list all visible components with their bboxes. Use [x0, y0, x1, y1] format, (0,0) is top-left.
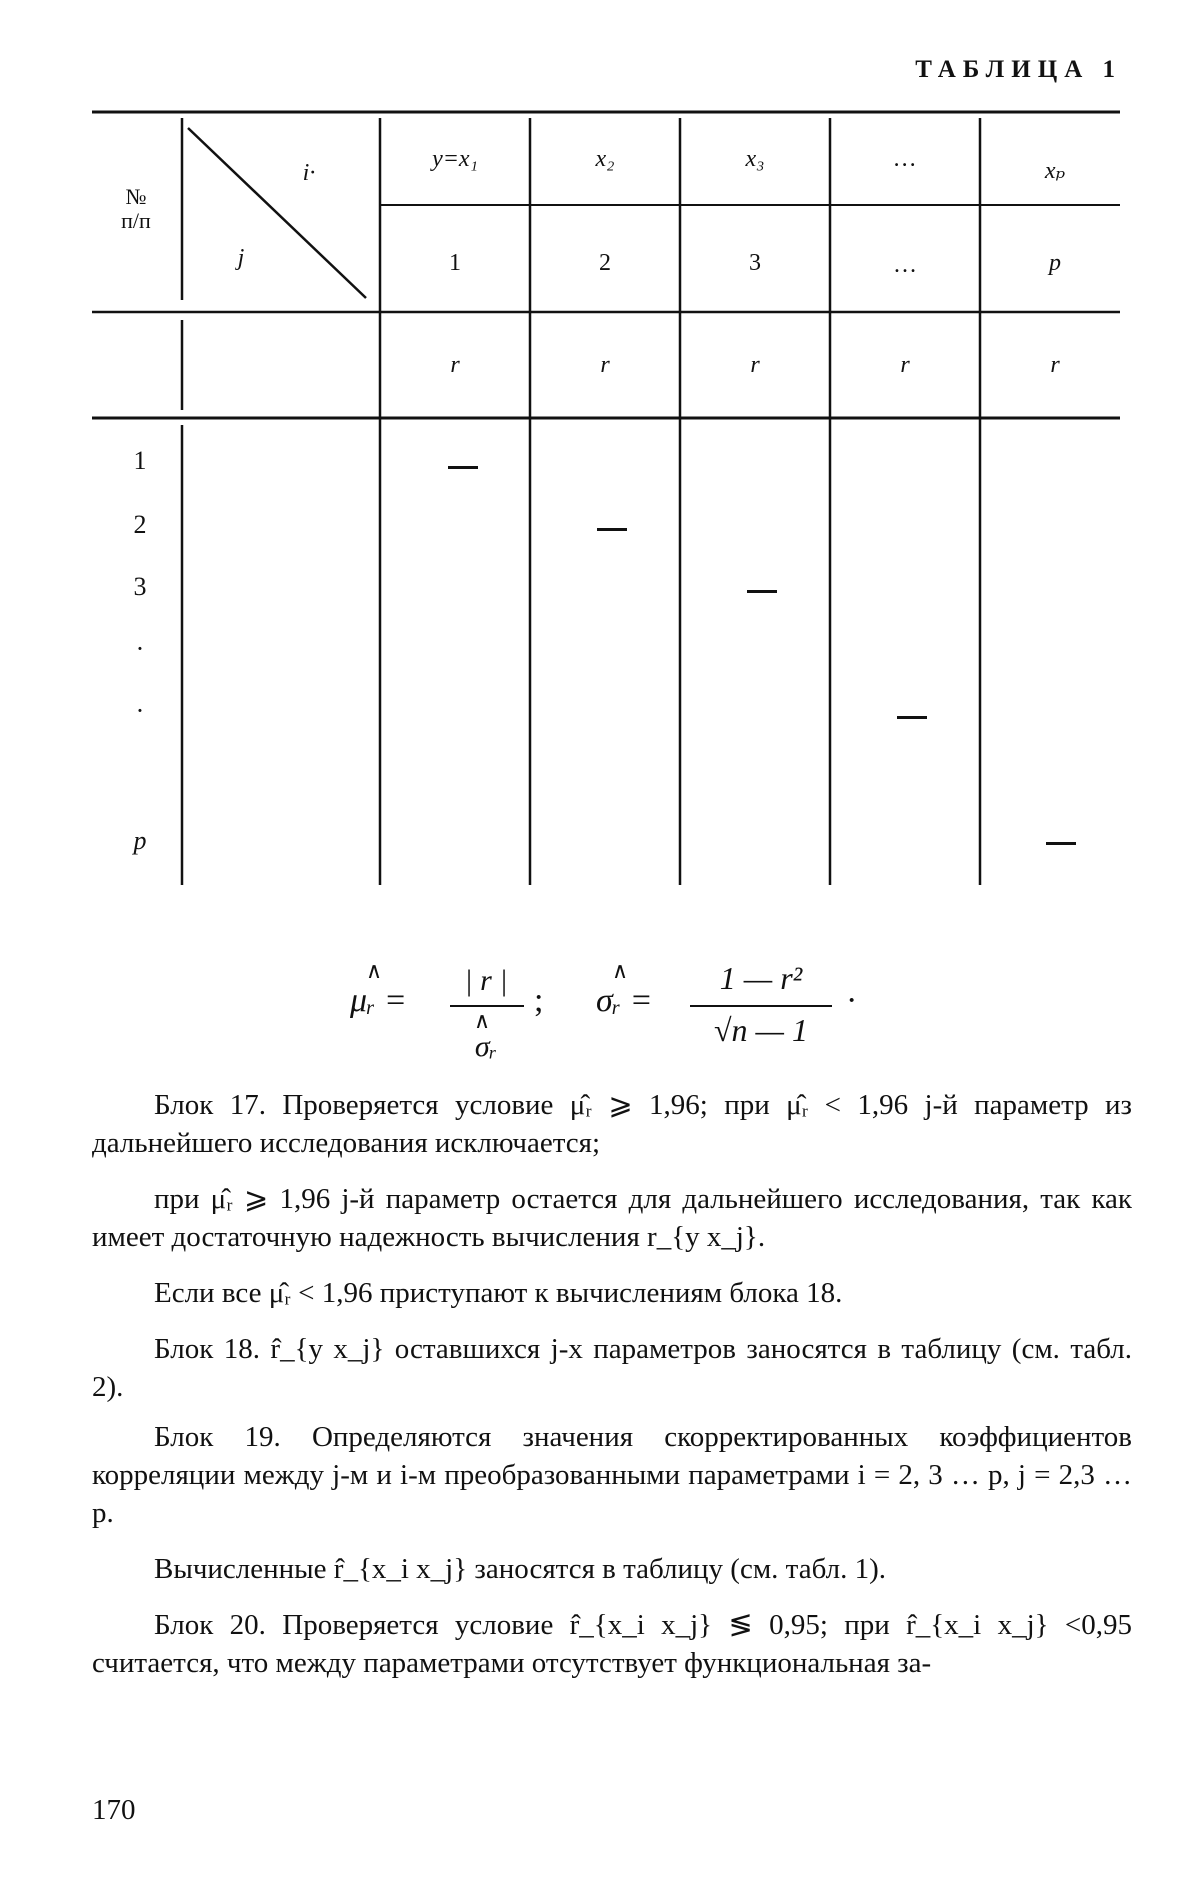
diagonal-mark-4 [897, 716, 927, 719]
col-top-2: x₂ [595, 146, 615, 172]
paragraph-block-17: Блок 17. Проверяется условие μ̂ᵣ ⩾ 1,96; при μ̂ᵣ < 1,96 j-й параметр из дальнейшего исследования исключается; [92, 1089, 1132, 1159]
row-label-3: 3 [133, 572, 147, 601]
paragraph-block-17-cont: при μ̂ᵣ ⩾ 1,96 j-й параметр остается для дальнейшего исследования, так как имеет достаточную надежность вычисления r_{y x_j}. [92, 1183, 1132, 1253]
row-label-4: · [135, 634, 145, 663]
formula-mu-line [450, 1005, 524, 1007]
hat-sigma: ∧ [612, 958, 629, 983]
row-label-2: 2 [133, 510, 147, 539]
row-label-p: p [133, 826, 147, 855]
col-top-5: xₚ [1044, 158, 1066, 184]
paragraph-block-20: Блок 20. Проверяется условие r̂_{x_i x_j} ≶ 0,95; при r̂_{x_i x_j} <0,95 считается, что между параметрами отсутствует функциональная за- [92, 1609, 1132, 1679]
body-text [92, 1086, 1132, 1682]
paragraph-if-all: Если все μ̂ᵣ < 1,96 приступают к вычислениям блока 18. [154, 1277, 843, 1309]
formula-mu-num: | r | [464, 964, 508, 997]
header-diag-j: j [237, 245, 245, 271]
hat-sigma-den: ∧ [474, 1008, 491, 1033]
col-bottom-1: 1 [449, 250, 461, 276]
subheader-r-1: r [450, 352, 460, 378]
col-bottom-2: 2 [599, 250, 611, 276]
formula-mu-den: σᵣ [474, 1030, 498, 1063]
formula-mu-lhs: μᵣ = [350, 982, 407, 1019]
formula-sigma-line [690, 1005, 832, 1007]
hat-mu: ∧ [366, 958, 383, 983]
subheader-r-4: r [900, 352, 910, 378]
diagonal-mark-2 [597, 528, 627, 531]
paragraph-block-19: Блок 19. Определяются значения скорректированных коэффициентов корреляции между j-м и i-м преобразованными параметрами i = 2, 3 … p, j = 2,3 … p. [92, 1421, 1132, 1529]
col-bottom-4: … [893, 252, 917, 278]
paragraph-block-18: Блок 18. r̂_{y x_j} оставшихся j-х параметров заносятся в таблицу (см. табл. 2). [92, 1333, 1132, 1403]
col-top-1: y=x₁ [432, 146, 478, 172]
header-diag-i: i· [302, 160, 316, 186]
diagonal-mark-5 [1046, 842, 1076, 845]
col-bottom-5: p [1049, 250, 1061, 276]
col-top-3: x₃ [745, 146, 765, 172]
subheader-r-3: r [750, 352, 760, 378]
page-number: 170 [92, 1794, 136, 1826]
formula-sep: ; [534, 982, 544, 1019]
diagonal-mark-1 [448, 466, 478, 469]
formula-sigma-lhs: σᵣ = [596, 982, 653, 1019]
formula-sigma-num: 1 — r² [719, 960, 803, 996]
formula-end: · [846, 982, 858, 1019]
header-num: № п/п [121, 184, 151, 233]
diagonal-mark-3 [747, 590, 777, 593]
subheader-r-5: r [1050, 352, 1060, 378]
col-bottom-3: 3 [749, 250, 761, 276]
row-label-1: 1 [133, 446, 147, 475]
table-grid [0, 0, 1200, 900]
paragraph-computed: Вычисленные r̂_{x_i x_j} заносятся в таблицу (см. табл. 1). [154, 1553, 886, 1585]
formula-sigma-den: √n — 1 [713, 1012, 808, 1048]
table-caption: ТАБЛИЦА 1 [915, 56, 1122, 83]
col-top-4: … [894, 146, 916, 172]
subheader-r-2: r [600, 352, 610, 378]
row-label-5: · [135, 696, 145, 725]
